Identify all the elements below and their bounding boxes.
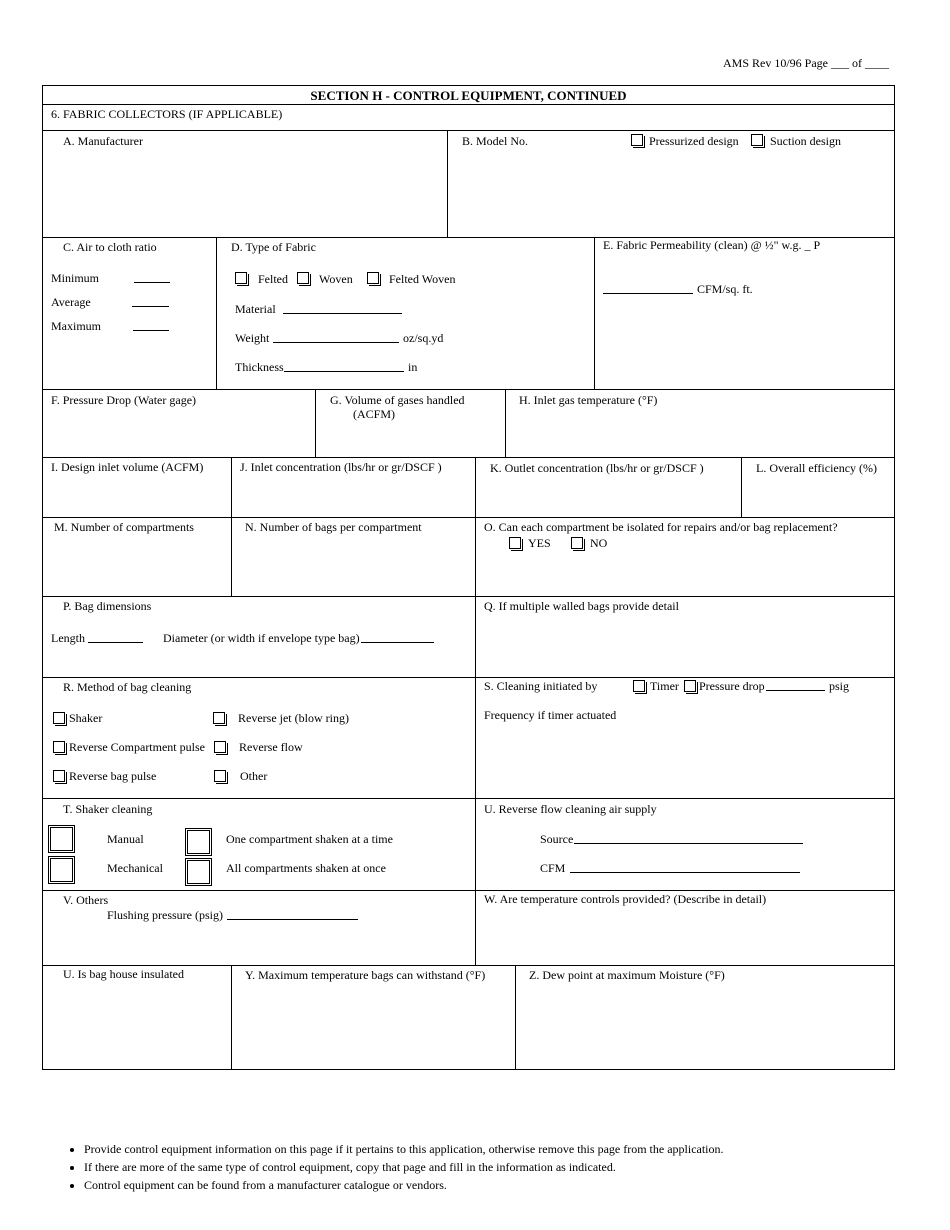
manufacturer-label: A. Manufacturer xyxy=(63,134,143,148)
instructions-list xyxy=(52,1142,724,1196)
weight-unit: oz/sq.yd xyxy=(403,331,444,345)
suction-design-checkbox[interactable] xyxy=(751,134,763,146)
gas-volume-unit: (ACFM) xyxy=(353,407,396,421)
divider xyxy=(216,237,217,389)
others-label: V. Others xyxy=(63,893,109,907)
dew-point-label: Z. Dew point at maximum Moisture (°F) xyxy=(529,968,725,982)
average-label: Average xyxy=(51,295,91,309)
pressurized-design-checkbox[interactable] xyxy=(631,134,643,146)
compartments-label: M. Number of compartments xyxy=(54,520,194,534)
subsection-title: 6. FABRIC COLLECTORS (IF APPLICABLE) xyxy=(51,107,283,121)
yes-checkbox[interactable] xyxy=(509,537,521,549)
reverse-jet-checkbox[interactable] xyxy=(213,712,225,724)
no-label: NO xyxy=(590,536,608,550)
instruction-item: • If there are more of the same type of control equipment, copy that page and fill in the information as indicated. xyxy=(84,1160,724,1175)
gas-volume-label: G. Volume of gases handled xyxy=(330,393,465,407)
divider xyxy=(42,104,895,105)
cfm-label: CFM xyxy=(540,861,566,875)
divider xyxy=(741,457,742,517)
yes-label: YES xyxy=(528,536,551,550)
pressure-drop-field[interactable] xyxy=(766,679,825,691)
air-cloth-ratio-label: C. Air to cloth ratio xyxy=(63,240,157,254)
material-label: Material xyxy=(235,302,276,316)
source-label: Source xyxy=(540,832,574,846)
other-label: Other xyxy=(240,769,268,783)
length-label: Length xyxy=(51,631,85,645)
divider xyxy=(231,965,232,1070)
temperature-controls-label: W. Are temperature controls provided? (Describe in detail) xyxy=(484,892,767,906)
divider xyxy=(42,130,895,131)
average-field[interactable] xyxy=(132,295,169,307)
fabric-permeability-label: E. Fabric Permeability (clean) @ ½" w.g. _ P xyxy=(603,238,821,252)
divider xyxy=(315,389,316,457)
suction-design-label: Suction design xyxy=(770,134,841,148)
bags-per-compartment-label: N. Number of bags per compartment xyxy=(245,520,422,534)
pressure-drop-option-label: Pressure drop xyxy=(699,679,765,693)
weight-label: Weight xyxy=(235,331,270,345)
cfm-field[interactable] xyxy=(570,861,800,873)
reverse-bag-pulse-checkbox[interactable] xyxy=(53,770,65,782)
bag-cleaning-method-label: R. Method of bag cleaning xyxy=(63,680,192,694)
instruction-item: • Control equipment can be found from a manufacturer catalogue or vendors. xyxy=(84,1178,724,1193)
shaker-label: Shaker xyxy=(69,711,103,725)
divider xyxy=(42,457,895,458)
pressurized-design-label: Pressurized design xyxy=(649,134,739,148)
inlet-gas-temperature-label: H. Inlet gas temperature (°F) xyxy=(519,393,658,407)
reverse-jet-label: Reverse jet (blow ring) xyxy=(238,711,349,725)
outlet-concentration-label: K. Outlet concentration (lbs/hr or gr/DSCF ) xyxy=(490,461,704,475)
section-title: SECTION H - CONTROL EQUIPMENT, CONTINUED xyxy=(310,88,627,103)
minimum-field[interactable] xyxy=(134,271,170,283)
bag-dimensions-label: P. Bag dimensions xyxy=(63,599,152,613)
divider xyxy=(42,965,895,966)
max-bag-temperature-label: Y. Maximum temperature bags can withstand (°F) xyxy=(245,968,486,982)
reverse-compartment-pulse-checkbox[interactable] xyxy=(53,741,65,753)
reverse-flow-air-label: U. Reverse flow cleaning air supply xyxy=(484,802,657,816)
timer-frequency-label: Frequency if timer actuated xyxy=(484,708,617,722)
divider xyxy=(42,890,895,891)
divider xyxy=(447,130,448,237)
divider xyxy=(42,596,895,597)
pressure-drop-label: F. Pressure Drop (Water gage) xyxy=(51,393,197,407)
permeability-unit: CFM/sq. ft. xyxy=(697,282,753,296)
thickness-label: Thickness xyxy=(235,360,284,374)
maximum-field[interactable] xyxy=(133,319,169,331)
isolation-question-label: O. Can each compartment be isolated for repairs and/or bag replacement? xyxy=(484,520,838,534)
design-inlet-volume-label: I. Design inlet volume (ACFM) xyxy=(51,460,204,474)
page-revision: AMS Rev 10/96 Page ___ of ____ xyxy=(723,56,889,70)
pressure-drop-checkbox[interactable] xyxy=(684,680,696,692)
shaker-cleaning-label: T. Shaker cleaning xyxy=(63,802,153,816)
multiple-walled-bags-label: Q. If multiple walled bags provide detail xyxy=(484,599,679,613)
divider xyxy=(42,798,895,799)
mechanical-box[interactable] xyxy=(48,856,75,884)
model-no-label: B. Model No. xyxy=(462,134,528,148)
divider xyxy=(475,457,476,965)
manual-box[interactable] xyxy=(48,825,75,853)
minimum-label: Minimum xyxy=(51,271,100,285)
all-compartments-box[interactable] xyxy=(185,858,212,886)
woven-label: Woven xyxy=(319,272,353,286)
maximum-label: Maximum xyxy=(51,319,101,333)
diameter-label: Diameter (or width if envelope type bag) xyxy=(163,631,360,645)
diameter-field[interactable] xyxy=(361,631,434,643)
divider xyxy=(42,389,895,390)
weight-field[interactable] xyxy=(273,331,399,343)
one-compartment-box[interactable] xyxy=(185,828,212,856)
reverse-compartment-pulse-label: Reverse Compartment pulse xyxy=(69,740,205,754)
divider xyxy=(505,389,506,457)
felted-woven-checkbox[interactable] xyxy=(367,272,379,284)
woven-checkbox[interactable] xyxy=(297,272,309,284)
mechanical-label: Mechanical xyxy=(107,861,163,875)
reverse-bag-pulse-label: Reverse bag pulse xyxy=(69,769,157,783)
fabric-type-label: D. Type of Fabric xyxy=(231,240,316,254)
all-compartments-label: All compartments shaken at once xyxy=(226,861,386,875)
length-field[interactable] xyxy=(88,631,143,643)
flushing-pressure-field[interactable] xyxy=(227,908,358,920)
divider xyxy=(515,965,516,1070)
felted-label: Felted xyxy=(258,272,288,286)
timer-label: Timer xyxy=(650,679,679,693)
timer-checkbox[interactable] xyxy=(633,680,645,692)
divider xyxy=(594,237,595,389)
thickness-unit: in xyxy=(408,360,418,374)
divider xyxy=(231,457,232,597)
reverse-flow-label: Reverse flow xyxy=(239,740,303,754)
material-field[interactable] xyxy=(283,302,402,314)
divider xyxy=(42,517,895,518)
felted-woven-label: Felted Woven xyxy=(389,272,456,286)
thickness-field[interactable] xyxy=(284,360,404,372)
instruction-item: • Provide control equipment information on this page if it pertains to this application, otherwise remove this page from the application. xyxy=(84,1142,724,1157)
divider xyxy=(42,677,895,678)
one-compartment-label: One compartment shaken at a time xyxy=(226,832,393,846)
source-field[interactable] xyxy=(574,832,803,844)
felted-checkbox[interactable] xyxy=(235,272,247,284)
permeability-field[interactable] xyxy=(603,282,693,294)
flushing-pressure-label: Flushing pressure (psig) xyxy=(107,908,223,922)
inlet-concentration-label: J. Inlet concentration (lbs/hr or gr/DSCF ) xyxy=(240,460,442,474)
overall-efficiency-label: L. Overall efficiency (%) xyxy=(756,461,878,475)
psig-unit: psig xyxy=(829,679,850,693)
shaker-checkbox[interactable] xyxy=(53,712,65,724)
other-checkbox[interactable] xyxy=(214,770,226,782)
no-checkbox[interactable] xyxy=(571,537,583,549)
bag-house-insulated-label: U. Is bag house insulated xyxy=(63,967,184,981)
manual-label: Manual xyxy=(107,832,144,846)
reverse-flow-checkbox[interactable] xyxy=(214,741,226,753)
cleaning-initiated-label: S. Cleaning initiated by xyxy=(484,679,598,693)
